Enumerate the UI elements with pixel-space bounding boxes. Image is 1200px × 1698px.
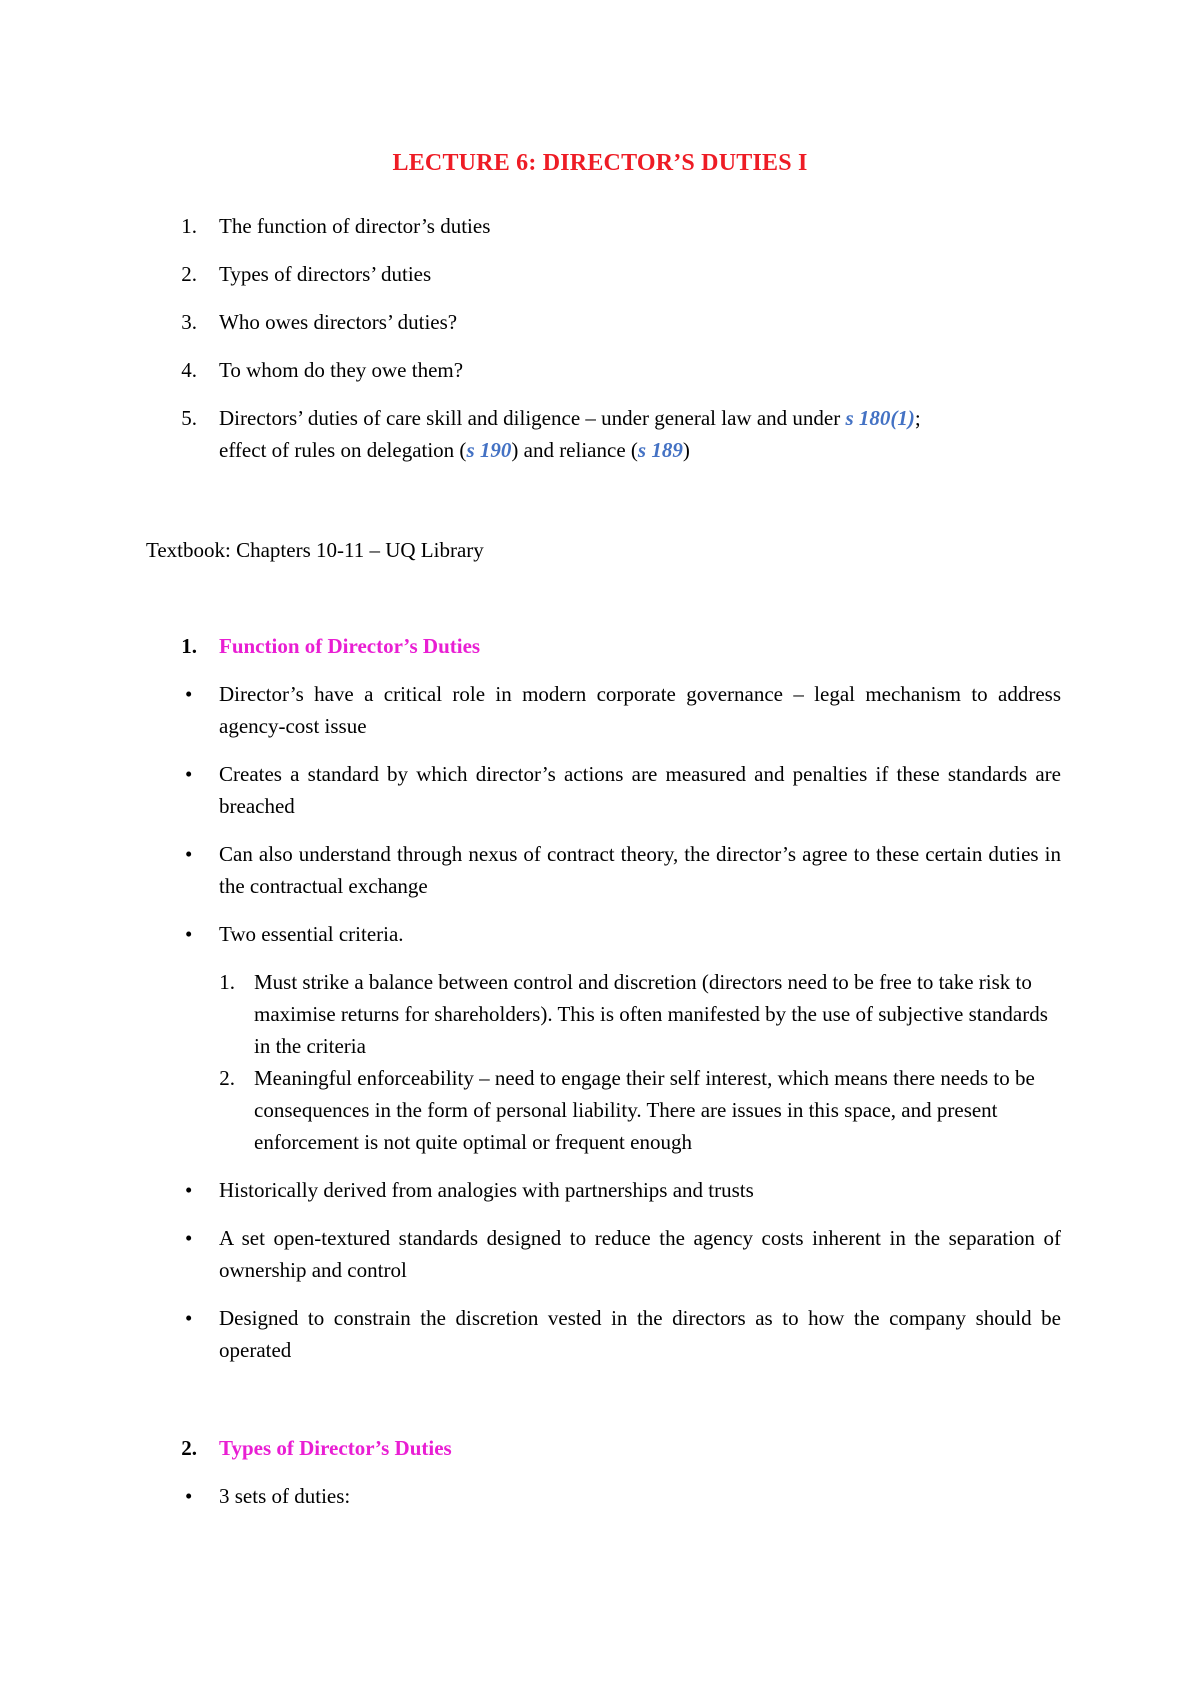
section-reference-link[interactable]: s 190 [466, 438, 512, 462]
bullet-item [0, 678, 1200, 742]
bullet-text: Director’s have a critical role in modern corporate governance – legal mechanism to address agency-cost issue [219, 682, 1061, 738]
page-title: LECTURE 6: DIRECTOR’S DUTIES I [392, 150, 808, 176]
section-title: Function of Director’s Duties [219, 634, 481, 658]
section-reference-link[interactable]: s 189 [637, 438, 683, 462]
outline-number: 2. [181, 262, 197, 286]
section-number: 1. [181, 634, 197, 658]
bullet-item [0, 758, 1200, 822]
outline-text: To whom do they owe them? [219, 358, 464, 382]
bullet-item [0, 1222, 1200, 1286]
bullet-text: Designed to constrain the discretion vested in the directors as to how the company should be operated [219, 1306, 1061, 1362]
bullet-text: A set open-textured standards designed to reduce the agency costs inherent in the separation of ownership and control [219, 1226, 1061, 1282]
outline-text-part: ; [914, 406, 921, 430]
outline-text: The function of director’s duties [219, 214, 491, 238]
bullet-glyph: • [185, 842, 193, 866]
bullet-item [0, 838, 1200, 902]
section-title: Types of Director’s Duties [219, 1436, 452, 1460]
criteria-number: 2. [219, 1066, 235, 1090]
textbook-note: Textbook: Chapters 10-11 – UQ Library [146, 538, 484, 562]
bullet-item [0, 1302, 1200, 1366]
bullet-glyph: • [185, 1484, 193, 1508]
outline-text: Types of directors’ duties [219, 262, 432, 286]
bullet-glyph: • [185, 1306, 193, 1330]
bullet-text: Creates a standard by which director’s actions are measured and penalties if these standards are breached [219, 762, 1061, 818]
outline-text [219, 434, 1061, 466]
section-number: 2. [181, 1436, 197, 1460]
bullet-text: Two essential criteria. [219, 922, 404, 946]
outline-number: 1. [181, 214, 197, 238]
bullet-text: Can also understand through nexus of contract theory, the director’s agree to these certain duties in the contractual exchange [219, 842, 1061, 898]
bullet-text: Historically derived from analogies with partnerships and trusts [219, 1178, 754, 1202]
outline-text-part: Directors’ duties of care skill and diligence – under general law and under [219, 406, 846, 430]
bullet-text: 3 sets of duties: [219, 1484, 351, 1508]
bullet-glyph: • [185, 922, 193, 946]
outline-number: 3. [181, 310, 197, 334]
bullet-glyph: • [185, 1226, 193, 1250]
criteria-text: Meaningful enforceability – need to engage their self interest, which means there needs to be consequences in the form of personal liability. There are issues in this space, and present enforcement is not quite optimal or frequent enough [254, 1066, 1035, 1154]
bullet-glyph: • [185, 762, 193, 786]
criteria-text: Must strike a balance between control and discretion (directors need to be free to take risk to maximise returns for shareholders). This is often manifested by the use of subjective standards in the criteria [254, 970, 1048, 1058]
bullet-item [0, 1480, 1200, 1512]
criteria-number: 1. [219, 970, 235, 994]
outline-text-part: ) [682, 438, 690, 462]
bullet-glyph: • [185, 682, 193, 706]
outline-number: 5. [181, 406, 197, 430]
outline-text: Who owes directors’ duties? [219, 310, 458, 334]
outline-number: 4. [181, 358, 197, 382]
criteria-item [0, 966, 1200, 1062]
section-reference-link[interactable]: s 180(1) [845, 406, 915, 430]
outline-text-part: effect of rules on delegation ( [219, 438, 467, 462]
outline-text-part: ) and reliance ( [511, 438, 638, 462]
bullet-item [0, 1174, 1200, 1206]
criteria-item [0, 1062, 1200, 1158]
bullet-item [0, 918, 1200, 950]
outline-text [219, 402, 1061, 434]
bullet-glyph: • [185, 1178, 193, 1202]
